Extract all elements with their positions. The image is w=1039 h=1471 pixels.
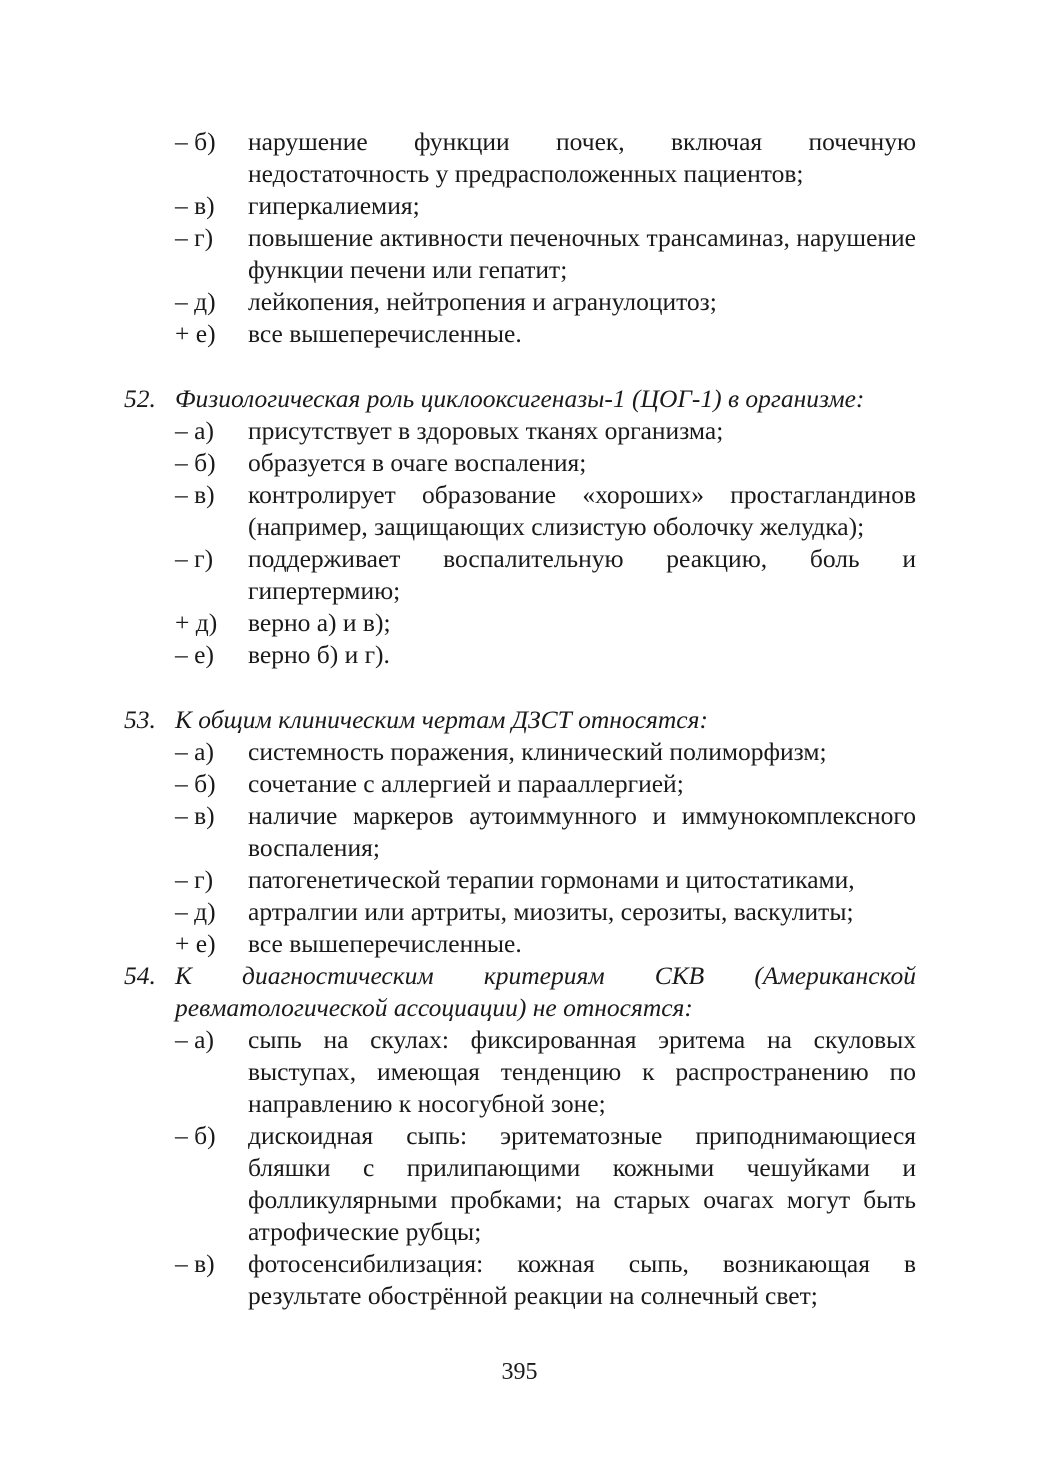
answer-option-correct	[124, 607, 916, 639]
answer-text: системность поражения, клинический полиморфизм;	[248, 737, 827, 766]
answer-option	[124, 1120, 916, 1248]
answer-text: дискоидная сыпь: эритематозные приподнимающиеся бляшки с прилипающими кожными чешуйками и фолликулярными пробками; на старых очагах могут быть атрофические рубцы;	[248, 1121, 916, 1246]
question-number: 53.	[124, 705, 156, 734]
answer-text: присутствует в здоровых тканях организма;	[248, 416, 724, 445]
question-54	[124, 960, 916, 1312]
answer-text: все вышеперечисленные.	[248, 319, 522, 348]
answer-marker: – г)	[175, 544, 214, 573]
answer-marker: – в)	[175, 480, 215, 509]
question-52	[124, 383, 916, 671]
answer-text: гиперкалиемия;	[248, 191, 420, 220]
spacer	[124, 350, 916, 383]
answer-option	[124, 768, 916, 800]
answer-option	[124, 543, 916, 607]
answer-text: повышение активности печеночных трансаминаз, нарушение функции печени или гепатит;	[248, 223, 916, 284]
answer-marker: – б)	[175, 127, 216, 156]
answer-option	[124, 896, 916, 928]
question-text: Физиологическая роль циклооксигеназы-1 (ЦОГ-1) в организме:	[175, 384, 865, 413]
answer-option-correct	[124, 318, 916, 350]
question-text: К общим клиническим чертам ДЗСТ относятся:	[175, 705, 708, 734]
answer-text: нарушение функции почек, включая почечную недостаточность у предрасположенных пациентов;	[248, 127, 916, 188]
answer-marker: – е)	[175, 640, 214, 669]
question-number: 52.	[124, 384, 156, 413]
answer-marker: – в)	[175, 1249, 215, 1278]
question-heading	[124, 383, 916, 415]
answer-text: фотосенсибилизация: кожная сыпь, возникающая в результате обострённой реакции на солнечный свет;	[248, 1249, 916, 1310]
answer-marker: + д)	[175, 608, 218, 637]
answer-text: поддерживает воспалительную реакцию, боль и гипертермию;	[248, 544, 916, 605]
answer-marker: – г)	[175, 865, 214, 894]
answer-text: образуется в очаге воспаления;	[248, 448, 587, 477]
answer-marker: – д)	[175, 897, 216, 926]
answer-marker: – в)	[175, 191, 215, 220]
answer-text: артралгии или артриты, миозиты, серозиты, васкулиты;	[248, 897, 854, 926]
answer-marker: – а)	[175, 416, 214, 445]
page-number: 395	[501, 1359, 538, 1385]
answer-marker: – г)	[175, 223, 214, 252]
question-number: 54.	[124, 961, 156, 990]
answer-text: сочетание с аллергией и парааллергией;	[248, 769, 684, 798]
question-heading	[124, 960, 916, 1024]
answer-text: сыпь на скулах: фиксированная эритема на скуловых выступах, имеющая тенденцию к распространению по направлению к носогубной зоне;	[248, 1025, 916, 1118]
answer-option	[124, 479, 916, 543]
answer-marker: + е)	[175, 929, 216, 958]
answer-text: верно а) и в);	[248, 608, 391, 637]
answer-text: лейкопения, нейтропения и агранулоцитоз;	[248, 287, 717, 316]
page-content	[124, 126, 916, 1312]
answer-marker: – д)	[175, 287, 216, 316]
answer-text: верно б) и г).	[248, 640, 390, 669]
answer-option	[124, 447, 916, 479]
answer-option	[124, 1248, 916, 1312]
answer-marker: – б)	[175, 1121, 216, 1150]
answer-option	[124, 736, 916, 768]
answer-option	[124, 286, 916, 318]
answer-option-correct	[124, 928, 916, 960]
answer-marker: – в)	[175, 801, 215, 830]
answer-text: все вышеперечисленные.	[248, 929, 522, 958]
answer-option	[124, 1024, 916, 1120]
answer-marker: – а)	[175, 1025, 214, 1054]
answer-text: контролирует образование «хороших» простагландинов (например, защищающих слизистую оболочку желудка);	[248, 480, 916, 541]
answer-option	[124, 639, 916, 671]
answer-option	[124, 864, 916, 896]
question-text: К диагностическим критериям СКВ (Американской ревматологической ассоциации) не относятся:	[175, 961, 916, 1022]
answer-option	[124, 415, 916, 447]
answer-option	[124, 126, 916, 190]
answer-text: наличие маркеров аутоиммунного и иммунокомплексного воспаления;	[248, 801, 916, 862]
answer-option	[124, 222, 916, 286]
answer-option	[124, 190, 916, 222]
answer-text: патогенетической терапии гормонами и цитостатиками,	[248, 865, 855, 894]
answer-marker: – б)	[175, 448, 216, 477]
answer-marker: + е)	[175, 319, 216, 348]
answer-list-prev	[124, 126, 916, 350]
answer-marker: – б)	[175, 769, 216, 798]
spacer	[124, 671, 916, 704]
question-53	[124, 704, 916, 960]
question-heading	[124, 704, 916, 736]
answer-option	[124, 800, 916, 864]
answer-marker: – а)	[175, 737, 214, 766]
